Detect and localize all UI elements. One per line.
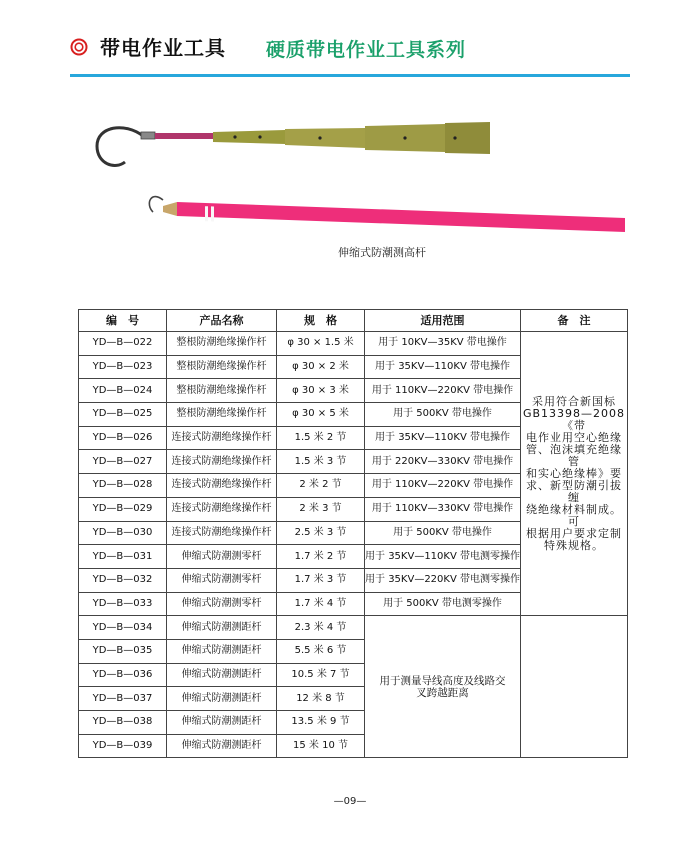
cell-usage: 用于 35KV—220KV 带电测零操作 — [365, 568, 521, 592]
cell-spec: 2.5 米 3 节 — [277, 521, 365, 545]
remark-line: 根据用户要求定制 — [526, 526, 622, 540]
cell-spec: 5.5 米 6 节 — [277, 639, 365, 663]
cell-code: YD—B—039 — [79, 734, 167, 758]
cell-usage: 用于 220KV—330KV 带电操作 — [365, 450, 521, 474]
cell-name: 连接式防潮绝缘操作杆 — [167, 497, 277, 521]
cell-usage: 用于 500KV 带电操作 — [365, 403, 521, 427]
col-header-remark: 备 注 — [521, 310, 628, 332]
cell-code: YD—B—033 — [79, 592, 167, 616]
photo-caption: 伸缩式防潮测高杆 — [338, 246, 426, 259]
cell-name: 伸缩式防潮测距杆 — [167, 687, 277, 711]
cell-name: 整根防潮绝缘操作杆 — [167, 379, 277, 403]
col-header-usage: 适用范围 — [365, 310, 521, 332]
table-row — [79, 616, 628, 640]
cell-name: 伸缩式防潮测距杆 — [167, 663, 277, 687]
cell-usage: 用于 110KV—220KV 带电操作 — [365, 474, 521, 498]
cell-spec: φ 30 × 3 米 — [277, 379, 365, 403]
cell-name: 连接式防潮绝缘操作杆 — [167, 521, 277, 545]
cell-name: 伸缩式防潮测零杆 — [167, 545, 277, 569]
cell-code: YD—B—030 — [79, 521, 167, 545]
cell-spec: φ 30 × 2 米 — [277, 355, 365, 379]
cell-code: YD—B—028 — [79, 474, 167, 498]
cell-name: 伸缩式防潮测距杆 — [167, 616, 277, 640]
pink-pole-image — [149, 197, 625, 232]
cell-name: 连接式防潮绝缘操作杆 — [167, 450, 277, 474]
remark-line: 和实心绝缘棒》要 — [526, 466, 622, 480]
remark-line: GB13398—2008《带 — [522, 406, 626, 432]
remark-line: 求、新型防潮引拔缠 — [526, 478, 622, 504]
cell-name: 伸缩式防潮测距杆 — [167, 734, 277, 758]
header-divider — [70, 74, 630, 77]
remark-cell — [521, 332, 628, 616]
col-header-name: 产品名称 — [167, 310, 277, 332]
cell-usage: 用于 500KV 带电操作 — [365, 521, 521, 545]
series-subtitle: 硬质带电作业工具系列 — [266, 39, 467, 61]
table-header-row — [79, 310, 628, 332]
remark-line: 绕绝缘材料制成。可 — [526, 502, 622, 528]
telescopic-pole-image — [97, 122, 490, 165]
usage-line: 用于测量导线高度及线路交 — [379, 674, 506, 687]
cell-spec: 12 米 8 节 — [277, 687, 365, 711]
product-photo — [85, 120, 645, 250]
spec-table — [78, 309, 628, 758]
target-circle-icon — [70, 38, 88, 56]
cell-spec: 10.5 米 7 节 — [277, 663, 365, 687]
cell-usage: 用于 35KV—110KV 带电操作 — [365, 355, 521, 379]
cell-code: YD—B—025 — [79, 403, 167, 427]
cell-spec: 1.5 米 2 节 — [277, 426, 365, 450]
cell-usage: 用于 35KV—110KV 带电测零操作 — [365, 545, 521, 569]
cell-code: YD—B—024 — [79, 379, 167, 403]
cell-name: 伸缩式防潮测零杆 — [167, 592, 277, 616]
cell-spec: 1.7 米 2 节 — [277, 545, 365, 569]
remark-line: 采用符合新国标 — [532, 394, 616, 408]
cell-spec: 15 米 10 节 — [277, 734, 365, 758]
cell-spec: 1.7 米 4 节 — [277, 592, 365, 616]
cell-spec: 2 米 2 节 — [277, 474, 365, 498]
cell-spec: φ 30 × 5 米 — [277, 403, 365, 427]
cell-name: 伸缩式防潮测距杆 — [167, 711, 277, 735]
cell-name: 伸缩式防潮测零杆 — [167, 568, 277, 592]
cell-code: YD—B—036 — [79, 663, 167, 687]
remark-line: 管、泡沫填充绝缘管 — [526, 442, 622, 468]
cell-name: 整根防潮绝缘操作杆 — [167, 332, 277, 356]
cell-usage: 用于 110KV—330KV 带电操作 — [365, 497, 521, 521]
cell-usage: 用于 110KV—220KV 带电操作 — [365, 379, 521, 403]
cell-usage: 用于 500KV 带电测零操作 — [365, 592, 521, 616]
cell-spec: 13.5 米 9 节 — [277, 711, 365, 735]
page-number: —09— — [333, 796, 367, 807]
cell-code: YD—B—027 — [79, 450, 167, 474]
cell-name: 整根防潮绝缘操作杆 — [167, 403, 277, 427]
cell-spec: φ 30 × 1.5 米 — [277, 332, 365, 356]
cell-spec: 2.3 米 4 节 — [277, 616, 365, 640]
table-row — [79, 332, 628, 356]
empty-remark-cell — [521, 616, 628, 758]
cell-code: YD—B—029 — [79, 497, 167, 521]
cell-name: 连接式防潮绝缘操作杆 — [167, 426, 277, 450]
col-header-spec: 规 格 — [277, 310, 365, 332]
merged-usage-cell — [365, 616, 521, 758]
cell-spec: 1.5 米 3 节 — [277, 450, 365, 474]
cell-spec: 1.7 米 3 节 — [277, 568, 365, 592]
cell-code: YD—B—035 — [79, 639, 167, 663]
cell-code: YD—B—032 — [79, 568, 167, 592]
cell-code: YD—B—031 — [79, 545, 167, 569]
remark-line: 电作业用空心绝缘 — [526, 430, 622, 444]
cell-code: YD—B—023 — [79, 355, 167, 379]
cell-name: 连接式防潮绝缘操作杆 — [167, 474, 277, 498]
remark-line: 特殊规格。 — [544, 538, 604, 552]
cell-code: YD—B—022 — [79, 332, 167, 356]
cell-code: YD—B—026 — [79, 426, 167, 450]
cell-code: YD—B—038 — [79, 711, 167, 735]
cell-spec: 2 米 3 节 — [277, 497, 365, 521]
cell-code: YD—B—037 — [79, 687, 167, 711]
usage-line: 叉跨越距离 — [416, 686, 469, 699]
cell-usage: 用于 10KV—35KV 带电操作 — [365, 332, 521, 356]
cell-usage: 用于 35KV—110KV 带电操作 — [365, 426, 521, 450]
cell-code: YD—B—034 — [79, 616, 167, 640]
page-title: 带电作业工具 — [100, 36, 226, 60]
cell-name: 整根防潮绝缘操作杆 — [167, 355, 277, 379]
col-header-code: 编 号 — [79, 310, 167, 332]
cell-name: 伸缩式防潮测距杆 — [167, 639, 277, 663]
